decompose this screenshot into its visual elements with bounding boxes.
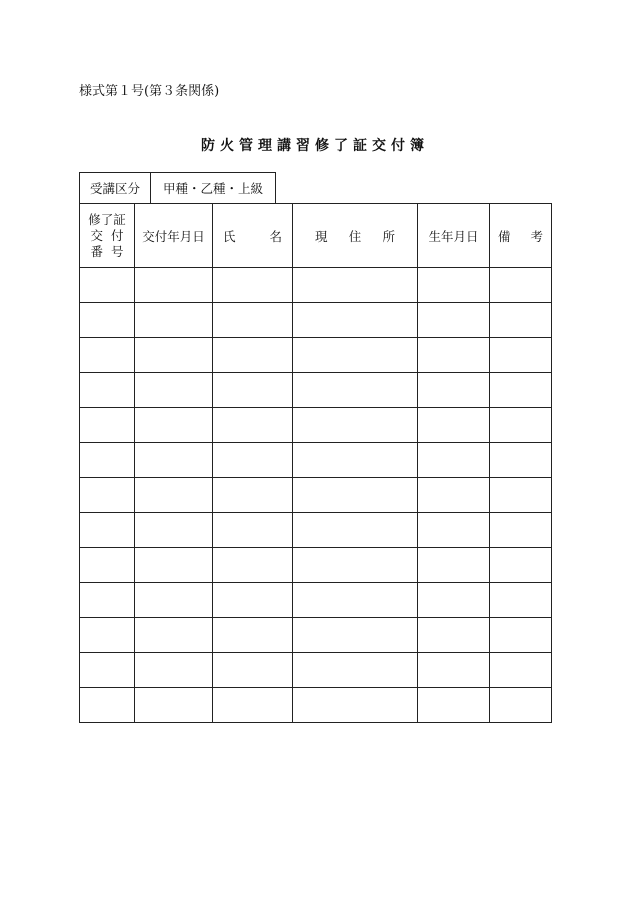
table-cell [135,443,213,478]
header-remarks-char2: 考 [530,228,543,244]
header-name [213,204,293,268]
table-cell [293,653,418,688]
table-cell [135,478,213,513]
table-cell [418,688,490,723]
header-issue-date-label: 交付年月日 [142,228,205,244]
table-cell [80,303,135,338]
header-name-char2: 名 [269,228,282,244]
table-row [80,548,552,583]
table-cell [213,268,293,303]
table-cell [293,583,418,618]
category-label: 受講区分 [80,173,151,204]
table-row [80,478,552,513]
table-cell [135,303,213,338]
header-cert-number-line1: 修了証 [88,211,126,227]
header-cert-number-line2: 交付 [90,227,132,243]
table-cell [80,583,135,618]
table-cell [418,618,490,653]
table-row [80,408,552,443]
table-cell [135,408,213,443]
header-address-char2: 住 [348,228,362,244]
table-cell [293,688,418,723]
table-cell [135,618,213,653]
table-cell [293,303,418,338]
table-row [80,688,552,723]
table-cell [418,583,490,618]
table-cell [418,373,490,408]
header-birth-date [418,204,490,268]
table-cell [213,373,293,408]
table-cell [213,618,293,653]
table-cell [80,548,135,583]
header-row [80,204,552,268]
table-cell [80,268,135,303]
table-cell [418,513,490,548]
table-cell [213,408,293,443]
header-name-char1: 氏 [223,228,236,244]
table-cell [80,443,135,478]
table-cell [80,478,135,513]
table-cell [490,268,552,303]
table-cell [293,548,418,583]
table-cell [135,653,213,688]
table-cell [418,338,490,373]
table-cell [135,373,213,408]
table-row [80,653,552,688]
table-row [80,443,552,478]
table-row [80,338,552,373]
table-cell [135,268,213,303]
table-cell [490,478,552,513]
table-cell [293,338,418,373]
table-cell [293,373,418,408]
table-cell [490,443,552,478]
table-cell [213,548,293,583]
table-cell [293,268,418,303]
table-cell [490,408,552,443]
table-cell [490,688,552,723]
table-cell [490,513,552,548]
table-cell [490,338,552,373]
table-cell [490,548,552,583]
table-cell [418,653,490,688]
header-address [293,204,418,268]
table-row [80,618,552,653]
table-cell [135,583,213,618]
form-number: 様式第１号(第３条関係) [79,84,220,99]
header-cert-number-line3: 番号 [90,243,132,259]
table-cell [418,408,490,443]
table-cell [490,583,552,618]
table-row [80,303,552,338]
table-cell [80,338,135,373]
header-address-char1: 現 [315,228,328,244]
table-cell [80,618,135,653]
category-value: 甲種・乙種・上級 [151,173,276,204]
table-cell [213,653,293,688]
header-birth-date-label: 生年月日 [428,228,479,244]
table-cell [80,513,135,548]
table-cell [293,513,418,548]
table-row [80,373,552,408]
header-issue-date [135,204,213,268]
table-cell [213,688,293,723]
table-cell [418,303,490,338]
table-cell [418,268,490,303]
table-cell [135,513,213,548]
table-cell [80,688,135,723]
table-cell [213,478,293,513]
register-table [79,203,552,723]
table-cell [213,338,293,373]
table-cell [418,548,490,583]
header-address-char3: 所 [382,228,395,244]
table-cell [293,478,418,513]
table-cell [135,548,213,583]
table-cell [490,618,552,653]
table-cell [293,408,418,443]
table-cell [418,443,490,478]
header-remarks [490,204,552,268]
table-row [80,513,552,548]
table-cell [490,373,552,408]
table-cell [213,443,293,478]
table-cell [490,653,552,688]
table-cell [80,373,135,408]
table-cell [80,408,135,443]
table-cell [135,338,213,373]
header-cert-number [80,204,135,268]
table-row [80,583,552,618]
table-cell [213,513,293,548]
document-title: 防火管理講習修了証交付簿 [201,138,429,154]
category-table [79,172,276,204]
table-cell [213,303,293,338]
table-cell [213,583,293,618]
table-cell [135,688,213,723]
header-remarks-char1: 備 [498,228,511,244]
table-cell [293,443,418,478]
table-cell [80,653,135,688]
table-cell [293,618,418,653]
table-cell [418,478,490,513]
table-row [80,268,552,303]
table-cell [490,303,552,338]
